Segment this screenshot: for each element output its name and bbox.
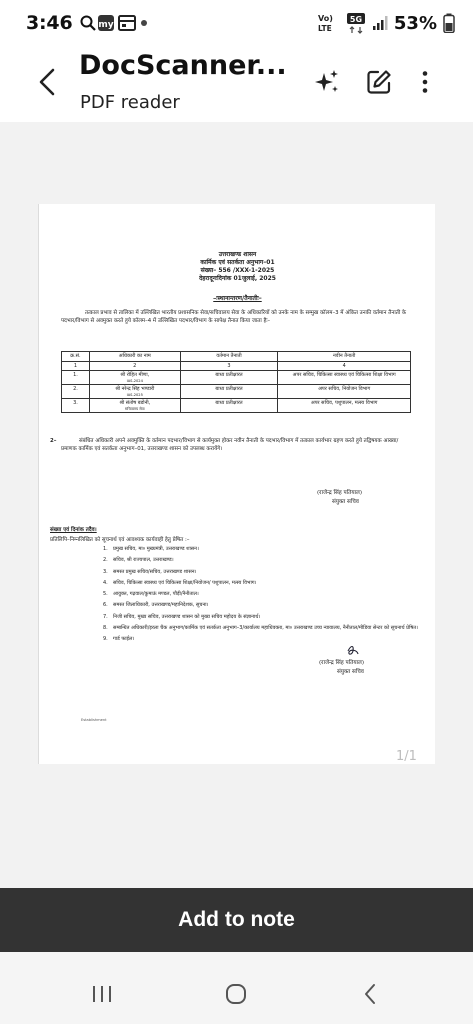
dot-icon [140,12,148,34]
doc-header-line3: संख्या– 556 /XXX-1-2025 [200,267,275,274]
table-cell: 1. [62,371,90,385]
table-cell: 1 [62,361,90,371]
table-cell: बाध्य प्रतीक्षारत [180,385,278,399]
app-notification-icon [97,12,115,34]
status-bar [0,0,473,46]
officer-service: सचिवालय सेवा [124,406,145,411]
list-item: 9. गार्ड फाईल। [103,636,135,643]
pdf-page[interactable] [38,204,435,764]
5g-signal-icon [346,12,366,34]
list-item: 3. समस्त प्रमुख सचिव/सचिव, उत्तराखण्ड शासन। [103,568,197,575]
recent-apps-button[interactable] [82,974,122,1014]
officer-service: IAS-2025 [126,392,143,397]
table-cell: 2 [89,361,180,371]
table-cell: 3. [62,399,90,413]
table-cell: अपर सचिव, चिकित्सा स्वास्थ्य एवं चिकित्सा शिक्षा विभाग [278,371,411,385]
table-cell: बाध्य प्रतीक्षारत [180,399,278,413]
document-subtitle: PDF reader [80,92,180,113]
add-to-note-button[interactable] [0,888,473,952]
status-right [318,12,455,34]
app-bar [0,46,473,122]
table-cell [89,399,180,413]
doc-paragraph-2: संबंधित अधिकारी अपने अवमुक्ति के वर्तमान पदभार/विभाग से कार्यमुक्त होकर नवीन तैनाती के पदभार/विभाग में तत्काल कार्यभार ग्रहण करते हुये तद्विषयक आख्या/प्रमाणक कार्मिक एवं सतर्कता अनुभाग–01, उत्तराखण्ड शासन को उपलब्ध करायेंगे। [61,438,399,452]
transfer-table [61,351,411,413]
edit-icon [366,69,392,95]
doc-header-line4: देहरादूनःदिनांक 01जुलाई, 2025 [199,275,276,282]
table-row [62,399,411,413]
list-item: 1. प्रमुख सचिव, मा० मुख्यमंत्री, उत्तराखण्ड शासन। [103,546,199,552]
footer-note: Establishment [81,718,107,722]
back-icon [363,983,377,1005]
more-options-button[interactable] [408,66,442,98]
list-item: 5. आयुक्त, गढ़वाल/कुमाऊं मण्डल, पौड़ी/नैनीताल। [103,591,199,598]
officer-name: श्री रोहित मीणा, [120,372,150,379]
status-time: 3:46 [26,12,73,34]
home-icon [225,983,247,1005]
doc-subject: –ःस्थानान्तरण/तैनातीः– [213,295,262,302]
list-item: 6. समस्त जिलाधिकारी, उत्तराखण्ड/महानिदेशक, सूचना। [103,602,209,609]
doc-header-line1: उत्तराखण्ड शासन [218,251,257,258]
home-button[interactable] [216,974,256,1014]
back-button[interactable] [30,64,64,100]
svg-text:my: my [98,20,114,30]
list-item: 2. सचिव, श्री राज्यपाल, उत्तराखण्ड। [103,557,174,564]
recent-apps-icon [91,984,113,1004]
table-header: वर्तमान तैनाती [180,352,278,362]
table-cell: 4 [278,361,411,371]
pdf-viewer[interactable] [0,122,473,888]
doc-paragraph-2-number: 2– [50,438,57,444]
list-item: 4. सचिव, चिकित्सा स्वास्थ्य एवं चिकित्सा शिक्षा/नियोजन/ पशुपालन, मत्स्य विभाग। [103,579,257,586]
page-indicator: 1/1 [396,749,417,764]
gallery-icon [118,12,136,34]
svg-text:LTE: LTE [317,24,332,33]
officer-service: IAS-2024 [126,378,143,383]
table-cell: अपर सचिव, नियोजन विभाग [278,385,411,399]
table-cell: 2. [62,385,90,399]
system-nav-bar [0,952,473,1024]
battery-icon [443,13,455,33]
doc-header-line2: कार्मिक एवं सतर्कता अनुभाग–01 [200,259,275,266]
copy-intro: प्रतिलिपि–निम्नलिखित को सूचनार्थ एवं आवश्यक कार्यवाही हेतु प्रेषित :– [50,537,190,543]
table-cell [89,385,180,399]
table-cell: अपर सचिव, पशुपालन, मत्स्य विभाग [278,399,411,413]
table-cell: 3 [180,361,278,371]
officer-name: श्री नरेन्द्र सिंह भण्डारी [115,386,155,393]
table-header: अधिकारी का नाम [89,352,180,362]
more-vert-icon [421,70,429,94]
add-to-note-label: Add to note [178,908,295,931]
svg-text:Vo): Vo) [317,14,333,23]
document-title: DocScanner... [79,50,287,81]
sparkle-ai-icon [313,68,341,96]
signatory2-title: संयुक्त सचिव [337,669,364,675]
officer-name: श्री संतोष बडोनी, [119,400,151,407]
copy-heading: संख्या एवं दिनांक तदैव। [50,527,97,533]
table-header: क्र.सं. [62,352,90,362]
table-number-row [62,361,411,371]
signatory-name: (राजेन्द्र सिंह पतियाल) [317,490,363,496]
signature-mark [345,642,361,658]
table-cell [89,371,180,385]
ai-assist-button[interactable] [310,66,344,98]
document-content [39,204,435,764]
doc-paragraph-1: तत्काल प्रभाव से तालिका में उल्लिखित भारतीय प्रशासनिक सेवा/सचिवालय सेवा के अधिकारियों को उनके नाम के सम्मुख कॉलम–3 में अंकित उनकी वर्तमान तैनाती के पदभार/विभाग से अवमुक्त करते हुये कॉलम–4 में उल्लिखित पदभार/विभाग के सापेक्ष तैनात किया जाता हैः– [61,310,407,324]
volte-icon [318,13,340,33]
list-item: 7. निजी सचिव, मुख्य सचिव, उत्तराखण्ड शासन को मुख्य सचिव महोदय के संज्ञानार्थ। [103,613,261,620]
nav-back-button[interactable] [350,974,390,1014]
table-row [62,385,411,399]
back-arrow-icon [37,67,57,97]
table-header-row [62,352,411,362]
svg-text:5G: 5G [349,15,362,24]
cell-signal-icon [372,15,388,31]
list-item: 8. सम्बन्धित अधिकारी/इरला चैक अनुभाग/कार्मिक एवं सतर्कता अनुभाग–3/कार्यालय महाधिवक्ता, मा० उत्तराखण्ड उच्च न्यायालय, नैनीताल/मीडिया सेन्टर को सूचनार्थ प्रेषित। [103,625,418,632]
table-cell: बाध्य प्रतीक्षारत [180,371,278,385]
signatory-title: संयुक्त सचिव [332,499,359,505]
search-icon [80,12,96,34]
table-row [62,371,411,385]
signatory2-name: (राजेन्द्र सिंह पतियाल) [319,660,365,666]
battery-percent: 53% [393,12,437,34]
table-header: नवीन तैनाती [278,352,411,362]
edit-button[interactable] [362,66,396,98]
copy-list [103,544,423,646]
